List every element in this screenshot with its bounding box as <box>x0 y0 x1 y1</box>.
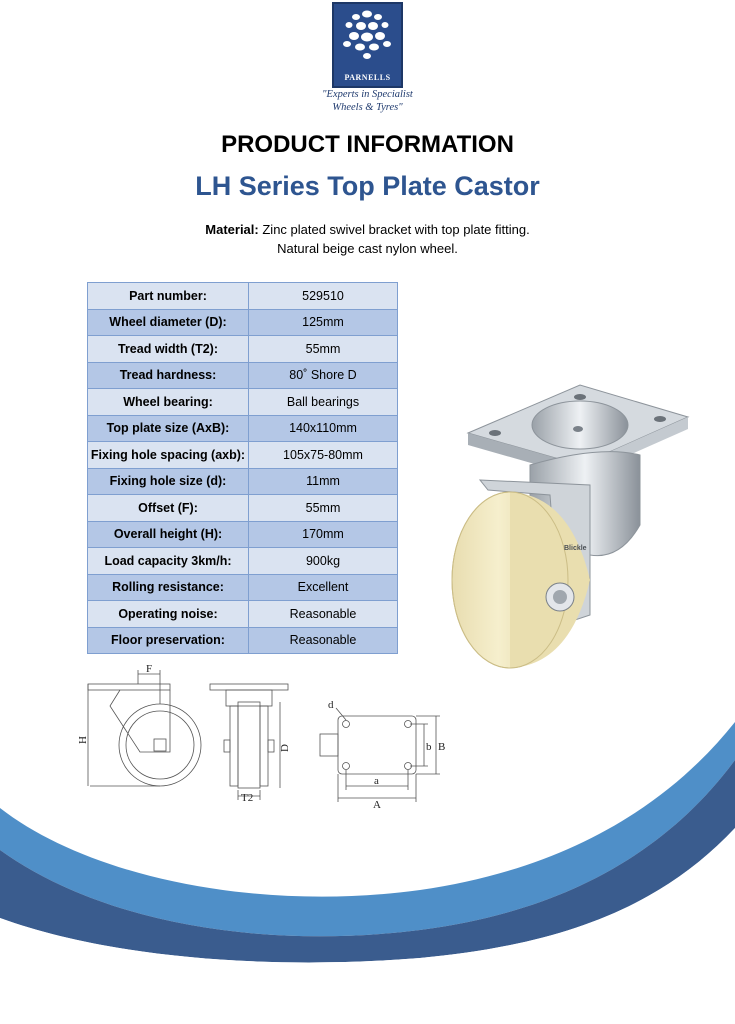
spec-label: Operating noise: <box>88 601 249 628</box>
material-line-2: Natural beige cast nylon wheel. <box>277 241 458 256</box>
spec-label: Part number: <box>88 283 249 310</box>
spec-label: Wheel diameter (D): <box>88 309 249 336</box>
material-line-1 <box>0 220 735 239</box>
tagline-line-1: "Experts in Specialist <box>322 89 413 100</box>
logo-tagline <box>300 88 435 114</box>
dim-label-b: b <box>426 741 432 753</box>
decorative-wave <box>0 700 735 1024</box>
material-text-1: Zinc plated swivel bracket with top plate fitting. <box>262 222 530 237</box>
table-row <box>88 309 398 336</box>
spec-label: Tread width (T2): <box>88 336 249 363</box>
spec-value: 125mm <box>249 309 398 336</box>
table-row <box>88 336 398 363</box>
brand-logo <box>332 2 403 88</box>
dim-label-d-hole: d <box>328 699 334 711</box>
spec-value: 55mm <box>249 495 398 522</box>
spec-value: 80˚ Shore D <box>249 362 398 389</box>
spec-label: Rolling resistance: <box>88 574 249 601</box>
castor-brand-marking: Blickle <box>564 545 587 552</box>
dim-label-a-upper: A <box>373 799 381 811</box>
table-row <box>88 442 398 469</box>
table-row <box>88 468 398 495</box>
table-row <box>88 574 398 601</box>
dim-label-t2: T2 <box>241 792 254 804</box>
spec-value: 11mm <box>249 468 398 495</box>
table-row <box>88 548 398 575</box>
table-row <box>88 495 398 522</box>
spec-label: Fixing hole spacing (axb): <box>88 442 249 469</box>
dim-label-h: H <box>77 736 89 744</box>
castor-product-image <box>450 385 690 675</box>
table-row <box>88 415 398 442</box>
dim-label-b-upper: B <box>438 741 446 753</box>
spec-label: Top plate size (AxB): <box>88 415 249 442</box>
table-row <box>88 389 398 416</box>
dim-label-a: a <box>374 775 379 787</box>
spec-value: Reasonable <box>249 627 398 654</box>
logo-pebbles-icon <box>334 4 401 64</box>
spec-value: 170mm <box>249 521 398 548</box>
spec-value: Reasonable <box>249 601 398 628</box>
table-row <box>88 521 398 548</box>
product-title: LH Series Top Plate Castor <box>195 171 540 201</box>
spec-label: Tread hardness: <box>88 362 249 389</box>
spec-label: Floor preservation: <box>88 627 249 654</box>
spec-value: Excellent <box>249 574 398 601</box>
material-label: Material: <box>205 222 259 237</box>
spec-label: Offset (F): <box>88 495 249 522</box>
material-description <box>0 220 735 258</box>
dim-label-f: F <box>146 663 153 675</box>
spec-value: 529510 <box>249 283 398 310</box>
table-row <box>88 601 398 628</box>
tagline-line-2: Wheels & Tyres" <box>332 102 403 113</box>
spec-value: 140x110mm <box>249 415 398 442</box>
dim-label-d: D <box>279 744 291 752</box>
spec-label: Overall height (H): <box>88 521 249 548</box>
spec-table <box>87 282 398 654</box>
spec-value: 55mm <box>249 336 398 363</box>
spec-label: Load capacity 3km/h: <box>88 548 249 575</box>
spec-value: Ball bearings <box>249 389 398 416</box>
table-row <box>88 362 398 389</box>
spec-value: 900kg <box>249 548 398 575</box>
spec-label: Wheel bearing: <box>88 389 249 416</box>
table-row <box>88 627 398 654</box>
table-row <box>88 283 398 310</box>
spec-label: Fixing hole size (d): <box>88 468 249 495</box>
logo-brand-text: PARNELLS <box>344 73 391 82</box>
page-heading: PRODUCT INFORMATION <box>221 131 514 158</box>
spec-value: 105x75-80mm <box>249 442 398 469</box>
